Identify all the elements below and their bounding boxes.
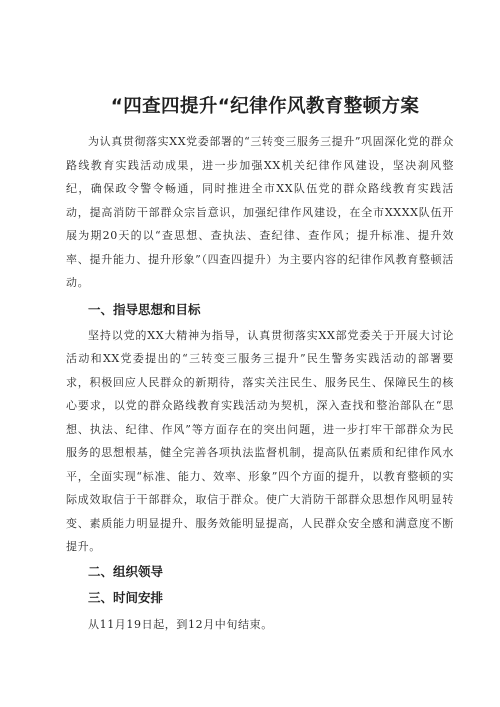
section-body-schedule: 从11月19日起，到12月中旬结束。 — [88, 617, 273, 631]
section-body-guiding-ideology: 坚持以党的XX大精神为指导，认真贯彻落实XX部党委关于开展大讨论活动和XX党委提出的“三转变三服务三提升”民生警务实践活动的部署要求，积极回应人民群众的新期待，落实关注民生、服务民生、保障民生的核心要求，以党的群众路线教育实践活动为契机，深入查找和整治部队在“思想、执法、纪律、作风”等方面存在的突出问题，进一步打牢干部群众为民服务的思想根基，健全完善各项执法监督机制，提高队伍素质和纪律作风水平，全面实现“标准、能力、效率、形象”四个方面的提升，以教育整顿的实际成效取信于干部群众，取信于群众。使广大消防干部群众思想作风明显转变、素质能力明显提升、服务效能明显提高，人民群众安全感和满意度不断提升。 — [66, 328, 454, 553]
section-heading-schedule: 三、时间安排 — [88, 589, 164, 605]
document-title: “四查四提升“纪律作风教育整顿方案 — [110, 96, 420, 117]
intro-paragraph: 为认真贯彻落实XX党委部署的“三转变三服务三提升”巩固深化党的群众路线教育实践活动成果，进一步加强XX机关纪律作风建设，坚决刹风整纪，确保政令警令畅通，同时推进全市XX队伍党的群众路线教育实践活动，提高消防干部群众宗旨意识，加强纪律作风建设，在全市XXXX队伍开展为期20天的以“查思想、查执法、查纪律、查作风；提升标准、提升效率、提升能力、提升形象”（四查四提升）为主要内容的纪律作风教育整顿活动。 — [66, 135, 454, 289]
section-heading-organization: 二、组织领导 — [88, 563, 164, 579]
section-heading-guiding-ideology: 一、指导思想和目标 — [88, 301, 201, 317]
